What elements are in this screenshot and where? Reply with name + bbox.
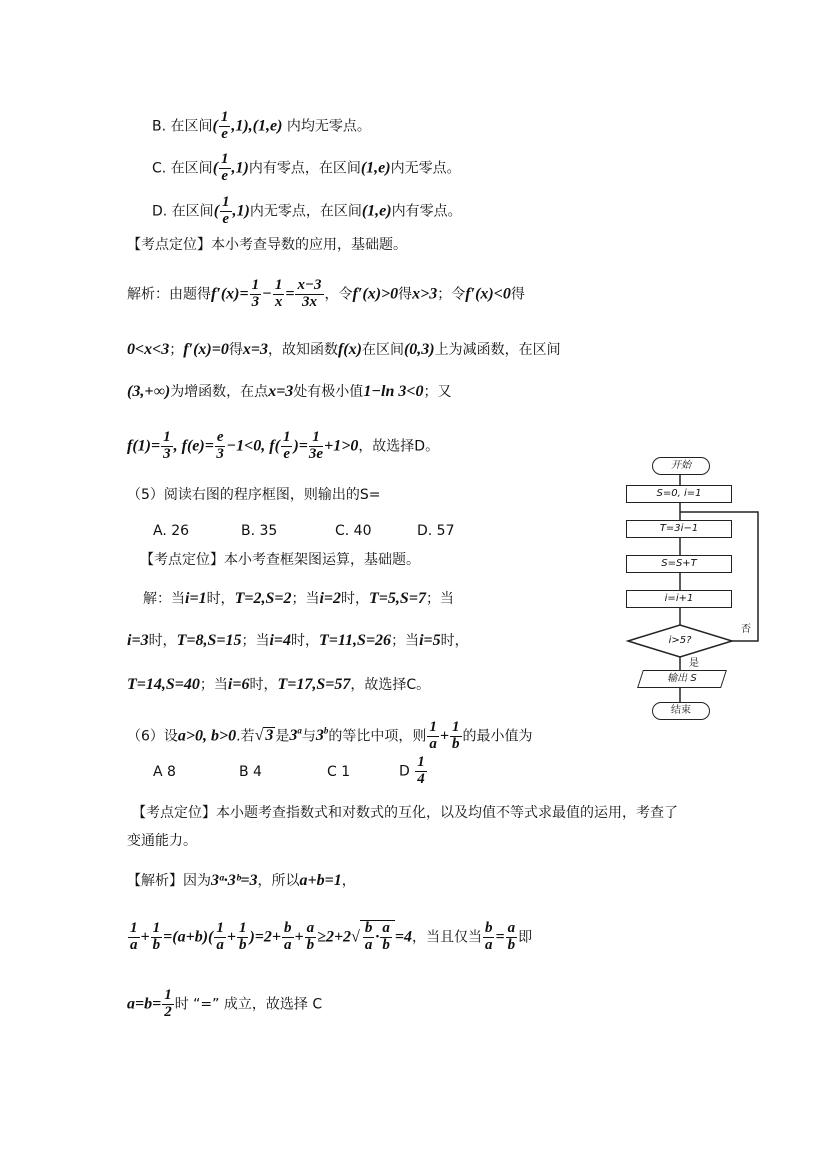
q6-kaodian-2: 变通能力。 — [127, 833, 197, 849]
q6-jiexi-line2: $\frac{1}{a}$ + $\frac{1}{b}$ =(a+b)( $\frac{1}{a}$ + $\frac{1}{b}$ )=2+ $\frac{b}{a}$ + $\frac{a}{b}$ ≥2+2√ $\frac{b}{a}$ · $\frac{a}{b}$ =4，当且仅当 $\frac{b}{a}$ = $\frac{a}{b}$ 即 — [130, 920, 533, 953]
q5-option-a: A. 26 — [153, 523, 190, 539]
flowchart-step-i: i=i+1 — [626, 590, 732, 608]
flowchart-output: 输出 S — [637, 670, 727, 688]
flowchart-end: 结束 — [652, 702, 710, 720]
flowchart-no-label: 否 — [741, 624, 751, 635]
q6-jiexi-line1: 【解析】因为3ᵃ·3ᵇ=3，所以a+b=1， — [127, 872, 356, 889]
q6-options — [153, 754, 425, 787]
flowchart-condition: i>5? — [668, 635, 692, 646]
flowchart-step-s: S=S+T — [626, 555, 732, 573]
q6-option-a: A 8 — [153, 764, 176, 780]
option-b: B. 在区间( $\frac{1}{e}$ ,1),(1,e) 内均无零点。 — [152, 109, 371, 142]
q6-jiexi-line3: a=b= $\frac{1}{2}$ 时 “=” 成立，故选择 C — [127, 987, 323, 1020]
flowchart-init: S=0, i=1 — [626, 485, 732, 503]
q6-option-b: B 4 — [239, 764, 262, 780]
q4-kaodian: 【考点定位】本小考查导数的应用，基础题。 — [127, 237, 407, 253]
flowchart-yes-label: 是 — [689, 658, 699, 669]
q4-jiexi-line3: (3,+∞)为增函数，在点x=3处有极小值1−ln 3<0；又 — [127, 383, 452, 400]
q4-jiexi-line2: 0<x<3；f′(x)=0得x=3，故知函数f(x)在区间(0,3)上为减函数，在区间 — [127, 341, 561, 358]
q6-option-d: D $\frac{1}{4}$ — [399, 754, 425, 787]
q5-question: （5）阅读右图的程序框图，则输出的S= — [127, 487, 381, 503]
q6-kaodian-1: 【考点定位】本小题考查指数式和对数式的互化，以及均值不等式求最值的运用，考查了 — [132, 805, 678, 821]
q5-option-d: D. 57 — [417, 523, 455, 539]
option-d: D. 在区间( $\frac{1}{e}$ ,1)内无零点，在区间(1,e)内有零点。 — [152, 194, 462, 227]
flowchart-start: 开始 — [652, 457, 710, 475]
q5-option-c: C. 40 — [335, 523, 372, 539]
q5-option-b: B. 35 — [241, 523, 278, 539]
q5-sol-line3: T=14,S=40；当i=6时，T=17,S=57，故选择C。 — [127, 676, 431, 693]
q4-jiexi-line1: 解析：由题得f′(x)= $\frac{1}{3}$ − $\frac{1}{x}$ = $\frac{x-3}{3x}$ ，令f′(x)>0得x>3；令f′(x)<0得 — [127, 277, 525, 310]
q6-option-c: C 1 — [327, 764, 351, 780]
flowchart-step-t: T=3i−1 — [626, 520, 732, 538]
q5-options — [153, 523, 455, 539]
q5-sol-line1: 解：当i=1时，T=2,S=2；当i=2时，T=5,S=7；当 — [143, 590, 454, 607]
q6-question: （6）设a>0, b>0.若√ 3 是3$^a$与3$^b$的等比中项，则 $\frac{1}{a}$ + $\frac{1}{b}$ 的最小值为 — [127, 719, 533, 752]
q5-sol-line2: i=3时，T=8,S=15；当i=4时，T=11,S=26；当i=5时， — [127, 632, 469, 649]
q5-kaodian: 【考点定位】本小考查框架图运算，基础题。 — [140, 552, 420, 568]
q4-jiexi-line4: f(1)= $\frac{1}{3}$ , f(e)= $\frac{e}{3}$ −1<0, f( $\frac{1}{e}$ )= $\frac{1}{3e}$ +1>0，故选择D。 — [127, 429, 440, 462]
option-c: C. 在区间( $\frac{1}{e}$ ,1)内有零点，在区间(1,e)内无零点。 — [152, 151, 461, 184]
